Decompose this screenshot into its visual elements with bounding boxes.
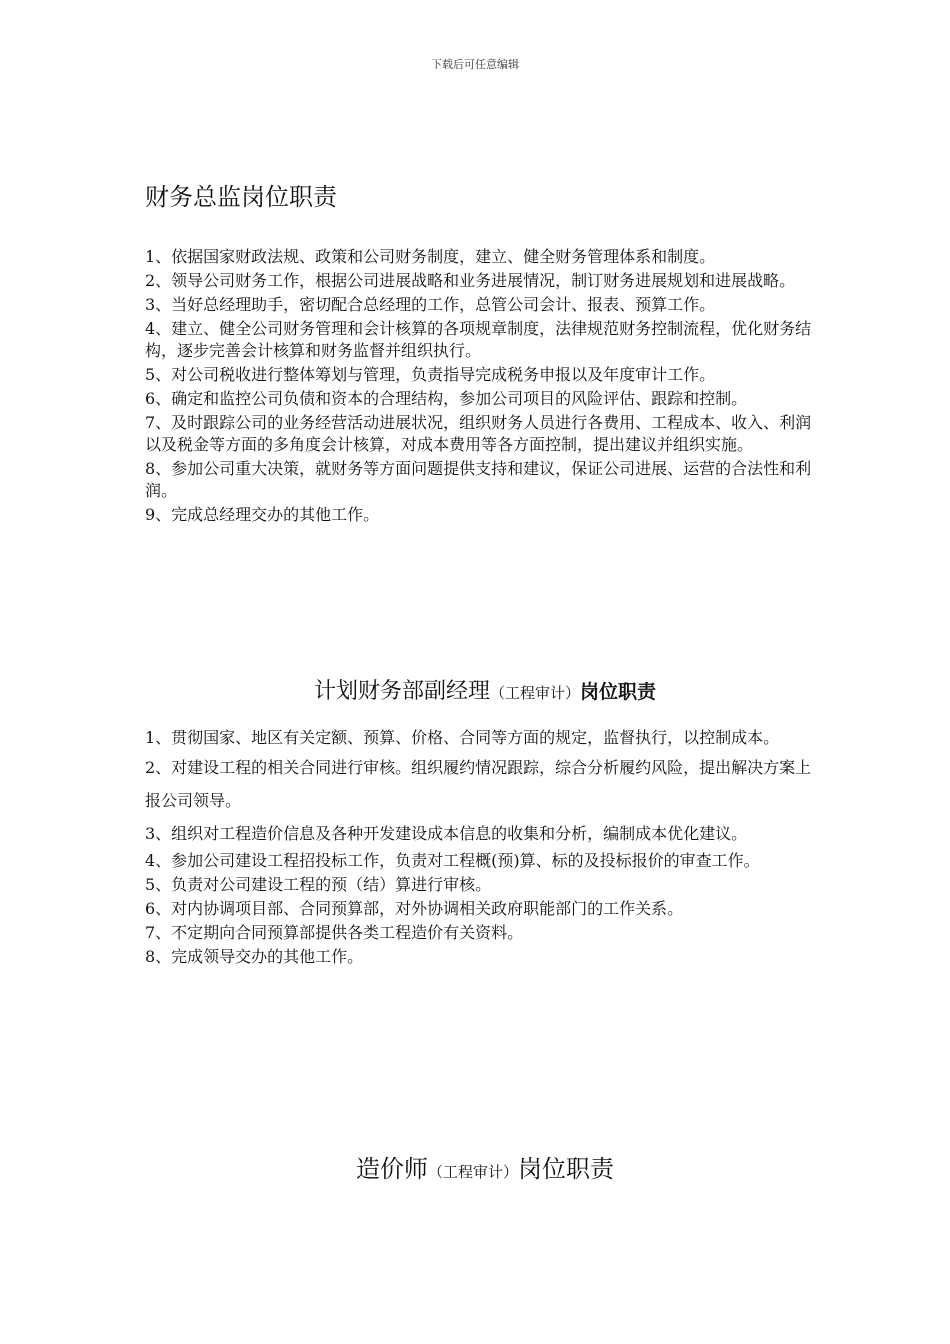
list-item: 6、对内协调项目部、合同预算部，对外协调相关政府职能部门的工作关系。 [145, 899, 684, 918]
list-item: 2、领导公司财务工作，根据公司进展战略和业务进展情况，制订财务进展规划和进展战略。 [145, 271, 796, 290]
page-header-note: 下载后可任意编辑 [431, 58, 519, 71]
title-main: 造价师 [355, 1155, 428, 1183]
finance-deputy-duties-list-container [145, 727, 825, 970]
section-finance-deputy-duties [145, 676, 825, 709]
title-parenthetical: （工程审计） [427, 1163, 518, 1181]
list-item: 3、当好总经理助手，密切配合总经理的工作，总管公司会计、报表、预算工作。 [145, 295, 716, 314]
section-title: 财务总监岗位职责 [145, 183, 337, 211]
list-item: 1、依据国家财政法规、政策和公司财务制度，建立、健全财务管理体系和制度。 [145, 247, 716, 266]
list-item: 5、负责对公司建设工程的预（结）算进行审核。 [145, 875, 492, 894]
title-main: 计划财务部副经理 [313, 679, 490, 704]
list-item: 7、不定期向合同预算部提供各类工程造价有关资料。 [145, 923, 524, 942]
list-item: 4、建立、健全公司财务管理和会计核算的各项规章制度，法律规范财务控制流程，优化财务结构，逐步完善会计核算和财务监督并组织执行。 [145, 319, 812, 360]
section-title [145, 1153, 825, 1188]
section-title [145, 676, 825, 709]
list-item: 2、对建设工程的相关合同进行审核。组织履约情况跟踪，综合分析履约风险，提出解决方案上报公司领导。 [145, 758, 812, 810]
finance-deputy-duties-list [145, 727, 825, 968]
section-cost-engineer-duties [145, 1153, 825, 1188]
list-item: 6、确定和监控公司负债和资本的合理结构，参加公司项目的风险评估、跟踪和控制。 [145, 389, 748, 408]
list-item: 3、组织对工程造价信息及各种开发建设成本信息的收集和分析，编制成本优化建议。 [145, 824, 748, 843]
list-item: 5、对公司税收进行整体筹划与管理，负责指导完成税务申报以及年度审计工作。 [145, 365, 716, 384]
cfo-duties-list-container [145, 246, 825, 528]
list-item: 9、完成总经理交办的其他工作。 [145, 505, 380, 524]
title-parenthetical: （工程审计） [489, 684, 580, 702]
title-tail: 岗位职责 [580, 681, 657, 703]
list-item: 8、参加公司重大决策，就财务等方面问题提供支持和建议，保证公司进展、运营的合法性和利润。 [145, 459, 812, 500]
list-item: 7、及时跟踪公司的业务经营活动进展状况，组织财务人员进行各费用、工程成本、收入、利润以及税金等方面的多角度会计核算，对成本费用等各方面控制，提出建议并组织实施。 [145, 413, 812, 454]
list-item: 4、参加公司建设工程招投标工作，负责对工程概(预)算、标的及投标报价的审查工作。 [145, 851, 760, 870]
section-cfo-duties [145, 180, 825, 214]
list-item: 1、贯彻国家、地区有关定额、预算、价格、合同等方面的规定，监督执行，以控制成本。 [145, 728, 780, 747]
cfo-duties-list [145, 246, 825, 526]
list-item: 8、完成领导交办的其他工作。 [145, 947, 364, 966]
title-tail: 岗位职责 [518, 1155, 614, 1183]
